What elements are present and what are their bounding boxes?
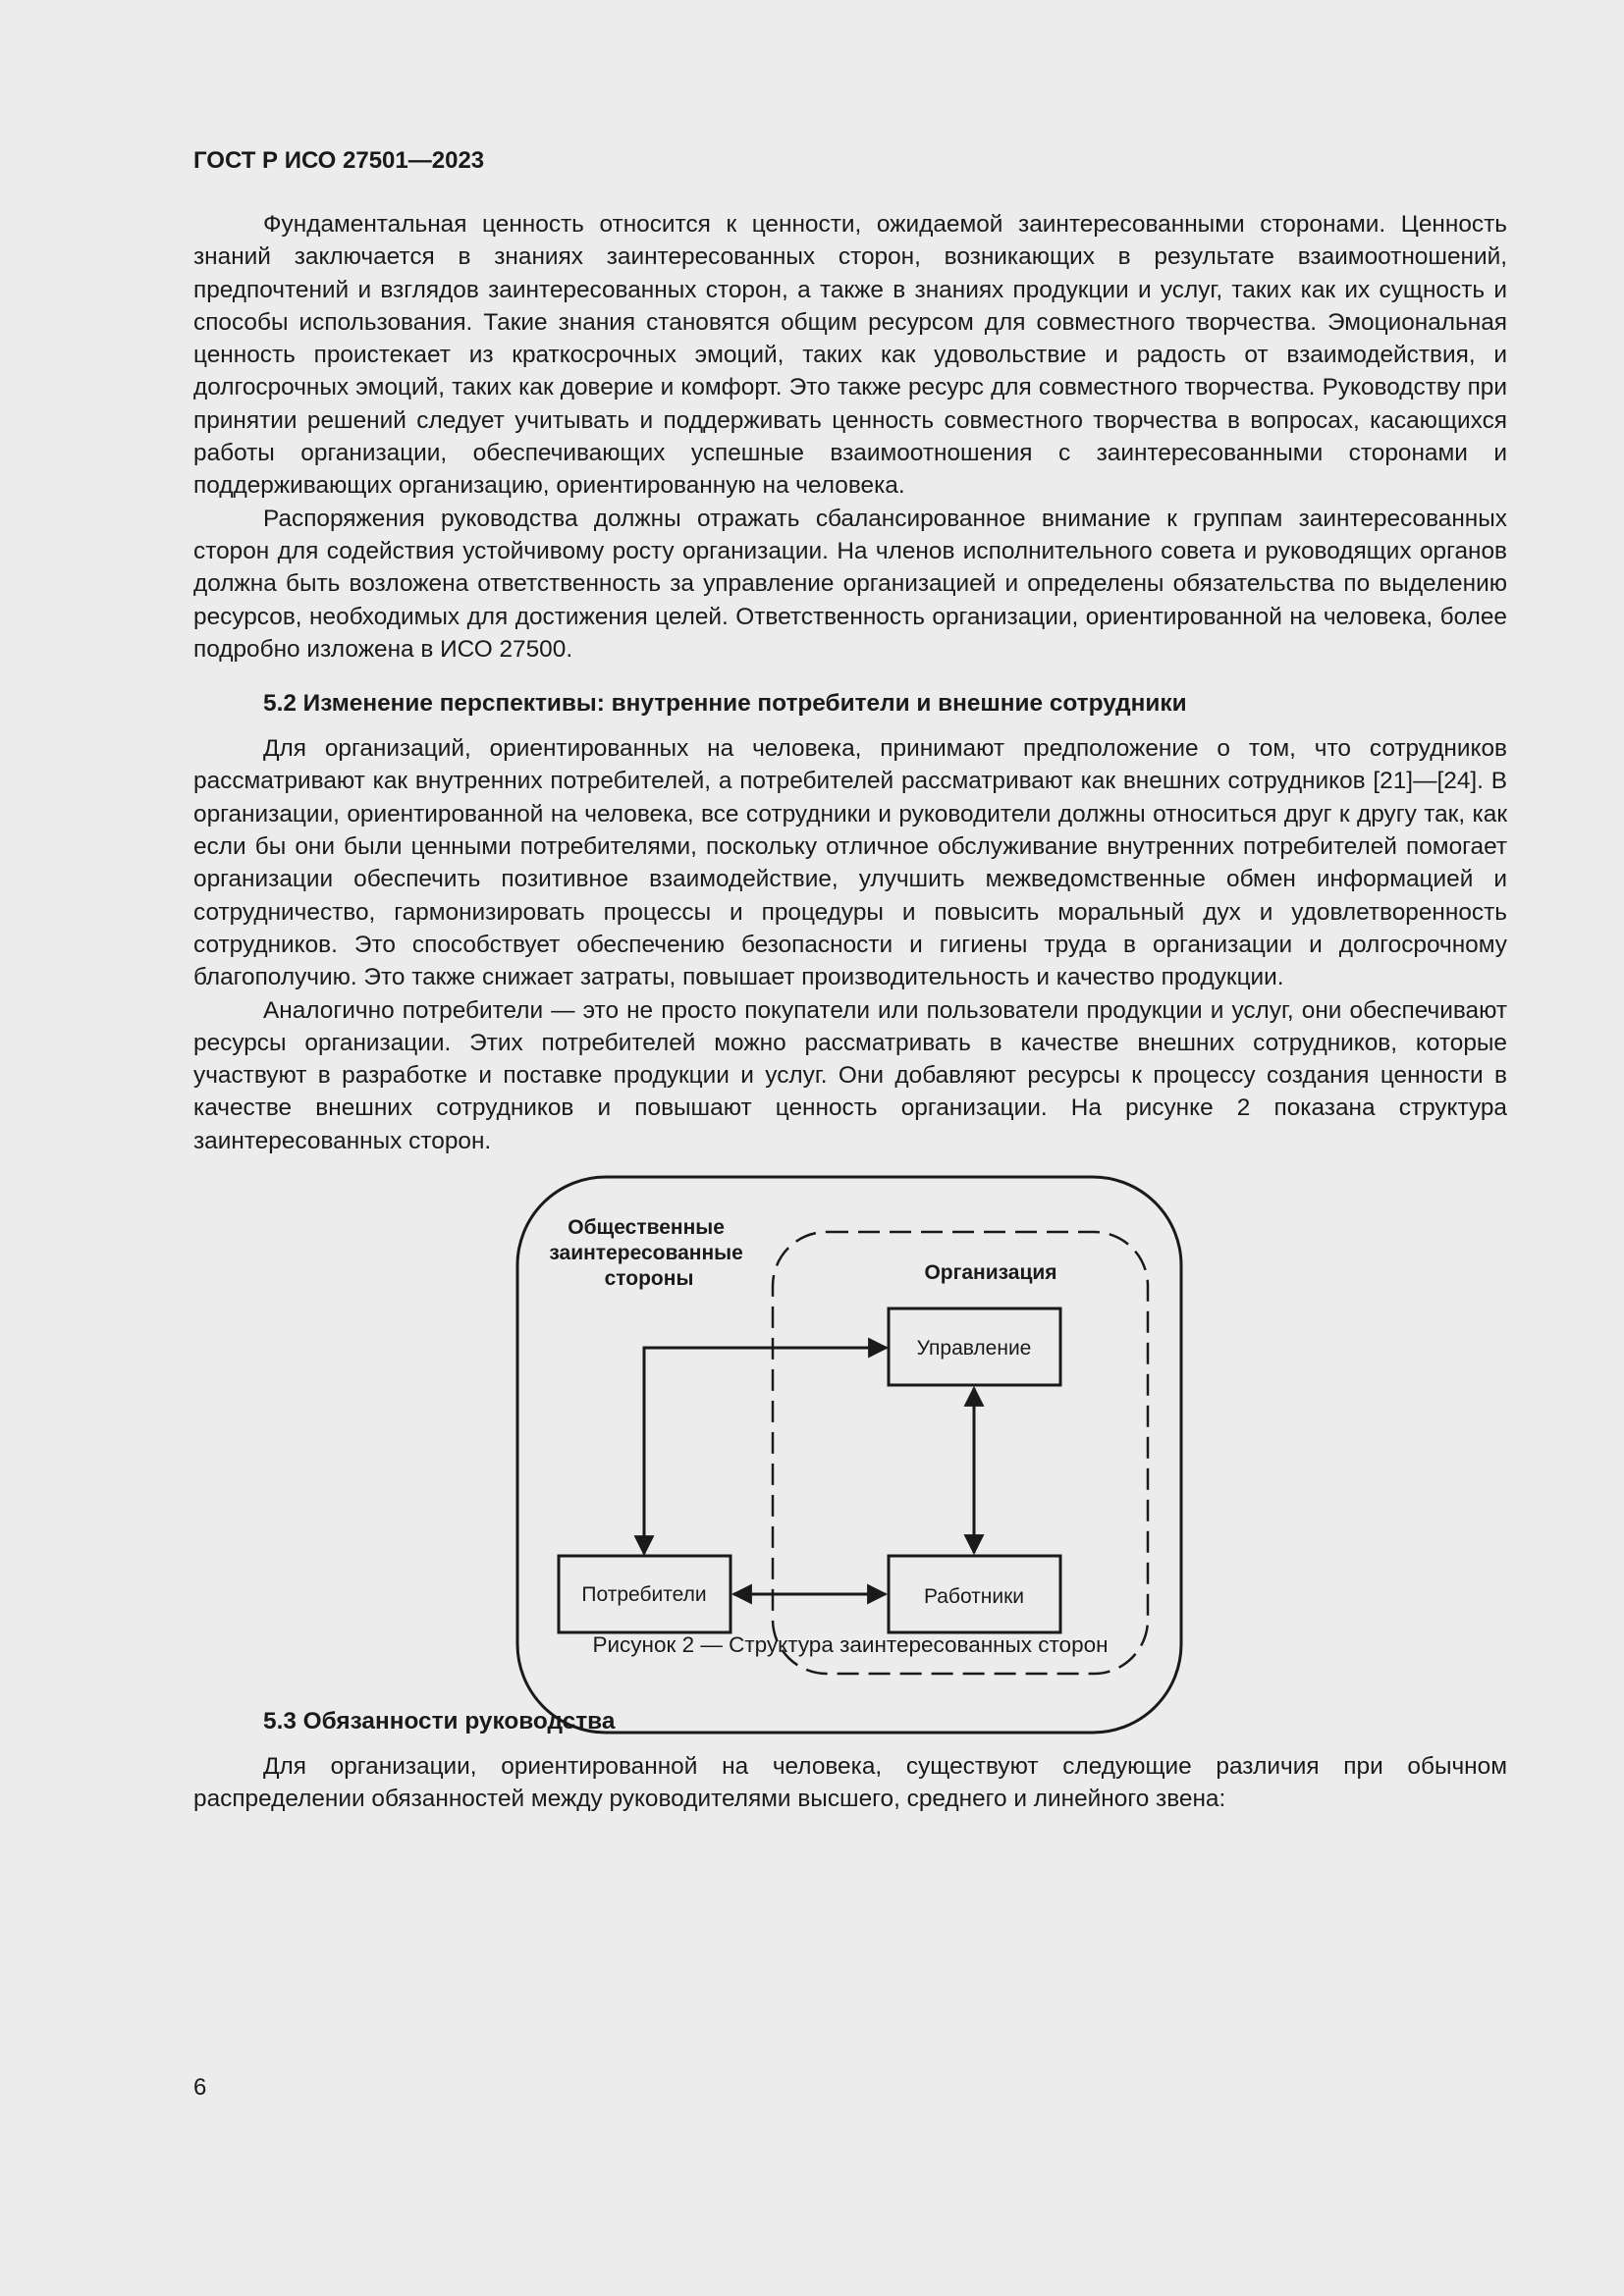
paragraph: Аналогично потребители — это не просто покупатели или пользователи продукции и услуг, они обеспечивают ресурсы организации. Этих потребителей можно рассматривать в качестве внешних сотрудников, которые участвуют в разработке и поставке продукции и услуг. Они добавляют ресурсы к процессу создания ценности в качестве внешних сотрудников и повышают ценность организации. На рисунке 2 показана структура заинтересованных сторон. — [193, 996, 1507, 1154]
section-heading-5-3: 5.3 Обязанности руководства — [263, 1708, 616, 1735]
document-page — [193, 147, 1507, 1816]
paragraph: Для организаций, ориентированных на человека, принимают предположение о том, что сотрудников рассматривают как внутренних потребителей, а потребителей рассматривают как внешних сотрудников [21]—[24]. В организации, ориентированной на человека, все сотрудники и руководители должны относиться друг к другу так, как если бы они были ценными потребителями, поскольку отличное обслуживание внутренних потребителей помогает организации обеспечить позитивное взаимодействие, улучшить межведомственные обмен информацией и сотрудничество, гармонизировать процессы и процедуры и повысить моральный дух и удовлетворенность сотрудников. Это способствует обеспечению безопасности и гигиены труда в организации и долгосрочному благополучию. Это также снижает затраты, повышает производительность и качество продукции. — [193, 735, 1507, 991]
workers-label: Работники — [923, 1585, 1025, 1609]
organization-label: Организация — [924, 1261, 1057, 1285]
stakeholder-diagram — [515, 1175, 1185, 1744]
section-heading-5-2: 5.2 Изменение перспективы: внутренние потребители и внешние сотрудники — [263, 690, 1187, 718]
figure-caption: Рисунок 2 — Структура заинтересованных сторон — [592, 1632, 1109, 1658]
page-number: 6 — [193, 2074, 207, 2101]
management-label: Управление — [916, 1337, 1032, 1361]
paragraph: Для организации, ориентированной на человека, существуют следующие различия при обычном распределении обязанностей между руководителями высшего, среднего и линейного звена: — [193, 1753, 1507, 1813]
paragraph: Распоряжения руководства должны отражать сбалансированное внимание к группам заинтересованных сторон для содействия устойчивому росту организации. На членов исполнительного совета и руководящих органов должна быть возложена ответственность за управление организацией и определены обязательства по выделению ресурсов, необходимых для достижения целей. Ответственность организации, ориентированной на человека, более подробно изложена в ИСО 27500. — [193, 505, 1507, 663]
paragraph: Фундаментальная ценность относится к ценности, ожидаемой заинтересованными сторонами. Ценность знаний заключается в знаниях заинтересованных сторон, возникающих в результате взаимоотношений, предпочтений и взглядов заинтересованных сторон, а также в знаниях продукции и услуг, таких как их сущность и способы использования. Такие знания становятся общим ресурсом для совместного творчества. Эмоциональная ценность проистекает из краткосрочных эмоций, таких как удовольствие и радость от взаимодействия, и долгосрочных эмоций, таких как доверие и комфорт. Это также ресурс для совместного творчества. Руководству при принятии решений следует учитывать и поддерживать ценность совместного творчества в вопросах, касающихся работы организации, обеспечивающих успешные взаимоотношения с заинтересованными сторонами и поддерживающих организацию, ориентированную на человека. — [193, 211, 1507, 500]
arrow-consumers-management — [644, 1348, 887, 1554]
consumers-label: Потребители — [581, 1583, 707, 1607]
outer-label: Общественные заинтересованные стороны — [549, 1216, 743, 1291]
figure-stakeholder-structure — [193, 1175, 1507, 1607]
document-header: ГОСТ Р ИСО 27501—2023 — [193, 147, 485, 174]
